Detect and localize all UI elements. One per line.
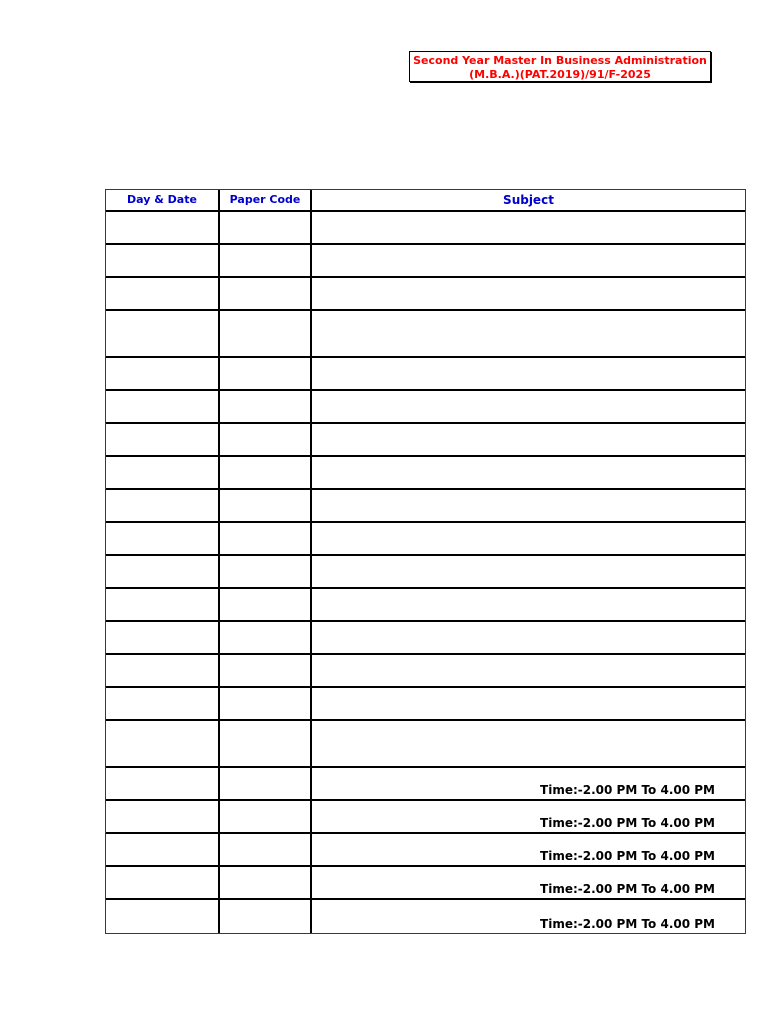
paper-code-cell <box>220 556 312 587</box>
table-row <box>106 358 745 391</box>
exam-time-label: Time:-2.00 PM To 4.00 PM <box>540 783 715 797</box>
exam-schedule-table <box>105 189 746 934</box>
subject-cell <box>312 424 745 455</box>
paper-code-cell <box>220 867 312 898</box>
table-row <box>106 867 745 900</box>
day-date-cell <box>106 688 220 719</box>
table-row <box>106 212 745 245</box>
table-header-row <box>106 190 745 212</box>
table-row <box>106 622 745 655</box>
day-date-cell <box>106 622 220 653</box>
subject-cell <box>312 523 745 554</box>
subject-cell <box>312 212 745 243</box>
day-date-cell <box>106 589 220 620</box>
subject-cell <box>312 457 745 488</box>
subject-cell <box>312 768 745 799</box>
paper-code-cell <box>220 245 312 276</box>
day-date-cell <box>106 278 220 309</box>
paper-code-cell <box>220 688 312 719</box>
table-row <box>106 589 745 622</box>
day-date-cell <box>106 900 220 933</box>
subject-cell <box>312 245 745 276</box>
table-row <box>106 655 745 688</box>
exam-time-label: Time:-2.00 PM To 4.00 PM <box>540 849 715 863</box>
exam-time-label: Time:-2.00 PM To 4.00 PM <box>540 917 715 931</box>
day-date-cell <box>106 391 220 422</box>
table-row <box>106 721 745 768</box>
table-row <box>106 768 745 801</box>
table-row <box>106 311 745 358</box>
day-date-cell <box>106 490 220 521</box>
day-date-cell <box>106 768 220 799</box>
table-row <box>106 424 745 457</box>
subject-cell <box>312 834 745 865</box>
subject-cell <box>312 490 745 521</box>
table-row <box>106 556 745 589</box>
subject-cell <box>312 721 745 766</box>
column-header-day-date: Day & Date <box>106 190 220 210</box>
subject-cell <box>312 391 745 422</box>
exam-time-label: Time:-2.00 PM To 4.00 PM <box>540 882 715 896</box>
column-header-paper-code: Paper Code <box>220 190 312 210</box>
paper-code-cell <box>220 212 312 243</box>
subject-cell <box>312 622 745 653</box>
day-date-cell <box>106 424 220 455</box>
table-row <box>106 278 745 311</box>
subject-cell <box>312 358 745 389</box>
table-row <box>106 801 745 834</box>
paper-code-cell <box>220 834 312 865</box>
paper-code-cell <box>220 457 312 488</box>
table-row <box>106 688 745 721</box>
subject-cell <box>312 655 745 686</box>
paper-code-cell <box>220 523 312 554</box>
subject-cell <box>312 556 745 587</box>
subject-cell <box>312 688 745 719</box>
day-date-cell <box>106 523 220 554</box>
paper-code-cell <box>220 358 312 389</box>
exam-title-box <box>409 51 711 82</box>
paper-code-cell <box>220 311 312 356</box>
day-date-cell <box>106 556 220 587</box>
paper-code-cell <box>220 391 312 422</box>
subject-cell <box>312 801 745 832</box>
day-date-cell <box>106 801 220 832</box>
subject-cell <box>312 311 745 356</box>
table-row <box>106 391 745 424</box>
exam-title-line1: Second Year Master In Business Administration <box>413 54 707 67</box>
day-date-cell <box>106 721 220 766</box>
paper-code-cell <box>220 490 312 521</box>
subject-cell <box>312 589 745 620</box>
day-date-cell <box>106 358 220 389</box>
column-header-subject: Subject <box>503 193 554 207</box>
day-date-cell <box>106 457 220 488</box>
day-date-cell <box>106 311 220 356</box>
paper-code-cell <box>220 768 312 799</box>
subject-cell <box>312 278 745 309</box>
paper-code-cell <box>220 424 312 455</box>
table-row <box>106 834 745 867</box>
table-row <box>106 490 745 523</box>
day-date-cell <box>106 867 220 898</box>
subject-cell <box>312 900 745 933</box>
paper-code-cell <box>220 801 312 832</box>
paper-code-cell <box>220 278 312 309</box>
table-row <box>106 245 745 278</box>
subject-cell <box>312 867 745 898</box>
table-row <box>106 900 745 933</box>
day-date-cell <box>106 212 220 243</box>
table-row <box>106 457 745 490</box>
table-row <box>106 523 745 556</box>
day-date-cell <box>106 655 220 686</box>
paper-code-cell <box>220 721 312 766</box>
paper-code-cell <box>220 622 312 653</box>
exam-time-label: Time:-2.00 PM To 4.00 PM <box>540 816 715 830</box>
paper-code-cell <box>220 900 312 933</box>
paper-code-cell <box>220 589 312 620</box>
day-date-cell <box>106 834 220 865</box>
paper-code-cell <box>220 655 312 686</box>
day-date-cell <box>106 245 220 276</box>
exam-title-line2: (M.B.A.)(PAT.2019)/91/F-2025 <box>469 68 651 81</box>
